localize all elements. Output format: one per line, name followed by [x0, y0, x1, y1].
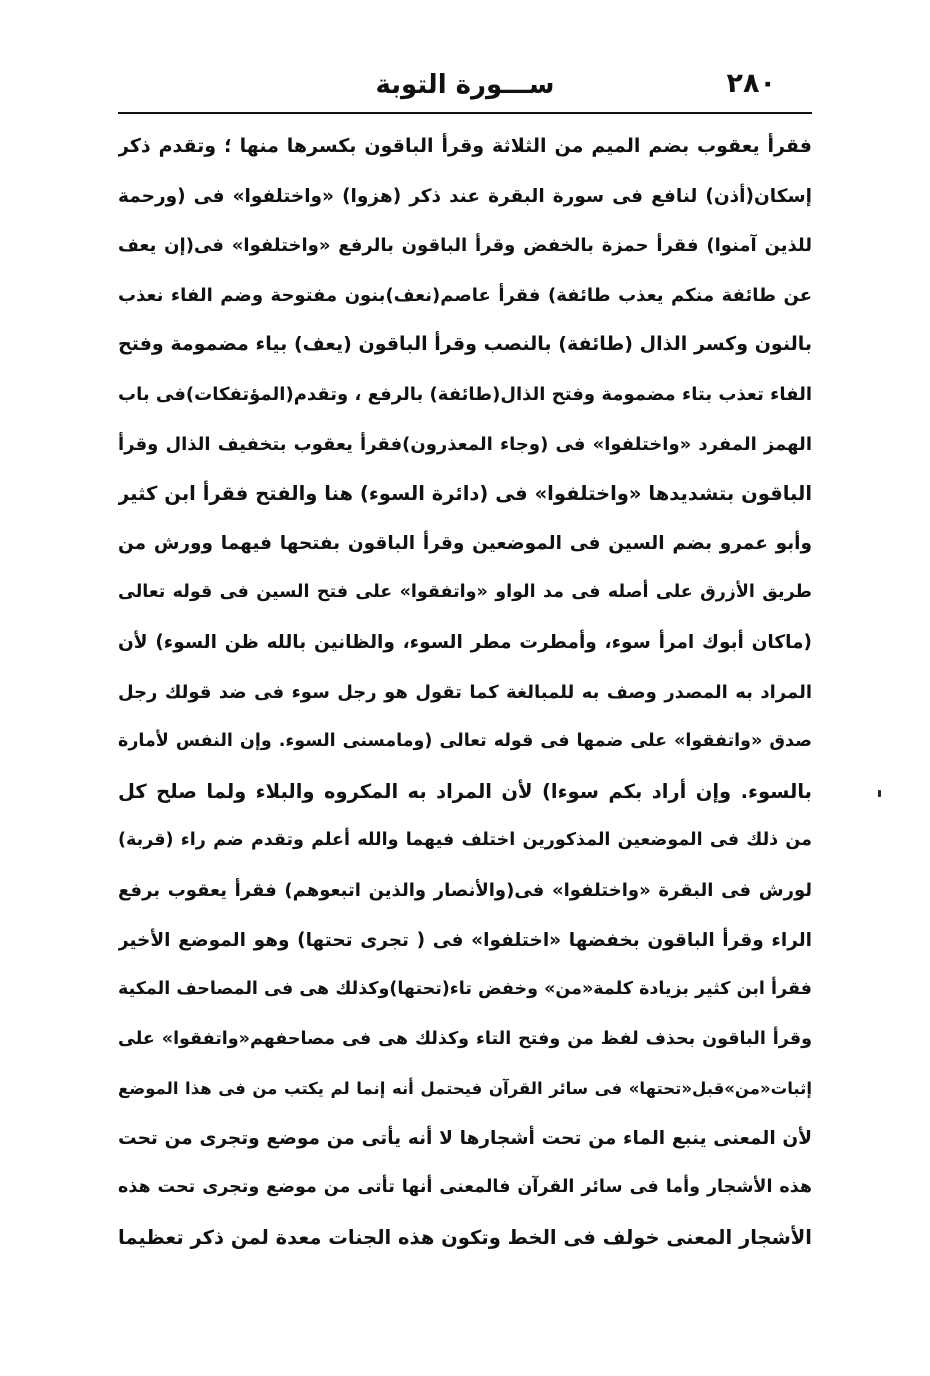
text-line: فقرأ ابن كثير بزيادة كلمة«من» وخفض تاء(تحتها)وكذلك هى فى المصاحف المكية [118, 979, 812, 1000]
text-line: الباقون بتشديدها «واختلفوا» فى (دائرة السوء) هنا والفتح فقرأ ابن كثير [118, 482, 812, 506]
text-line: طريق الأزرق على أصله فى مد الواو «واتفقوا» على فتح السين فى قوله تعالى [118, 582, 812, 603]
text-line: فقرأ يعقوب بضم الميم من الثلاثة وقرأ الباقون بكسرها منها ؛ وتقدم ذكر [118, 135, 812, 157]
header-rule [118, 112, 812, 114]
text-line: هذه الأشجار وأما فى سائر القرآن فالمعنى أنها تأتى من موضع وتجرى تحت هذه [118, 1177, 812, 1198]
text-line: للذين آمنوا) فقرأ حمزة بالخفض وقرأ الباقون بالرفع «واختلفوا» فى(إن يعف [118, 235, 812, 257]
text-line: الهمز المفرد «واختلفوا» فى (وجاء المعذرون)فقرأ يعقوب بتخفيف الذال وقرأ [118, 433, 812, 455]
text-line: إسكان(أذن) لنافع فى سورة البقرة عند ذكر (هزوا) «واختلفوا» فى (ورحمة [118, 185, 812, 207]
text-line: بالنون وكسر الذال (طائفة) بالنصب وقرأ الباقون (يعف) بياء مضمومة وفتح [118, 333, 812, 356]
text-line: صدق «واتفقوا» على ضمها فى قوله تعالى (ومامسنى السوء. وإن النفس لأمارة [118, 731, 812, 752]
text-line: إثبات«من»قبل«تحتها» فى سائر القرآن فيحتمل أنه إنما لم يكتب من فى هذا الموضع [118, 1079, 812, 1099]
text-line: (ماكان أبوك امرأ سوء، وأمطرت مطر السوء، والظانين بالله ظن السوء) لأن [118, 631, 812, 653]
text-line: وأبو عمرو بضم السين فى الموضعين وقرأ الباقون بفتحها فيهما وورش من [118, 532, 812, 554]
margin-mark [878, 790, 881, 797]
page-header [118, 62, 812, 114]
text-line: بالسوء. وإن أراد بكم سوءا) لأن المراد به المكروه والبلاء ولما صلح كل [118, 779, 812, 803]
page-number: ٢٨٠ [726, 68, 776, 99]
text-line: الأشجار المعنى خولف فى الخط وتكون هذه الجنات معدة لمن ذكر تعظيما [118, 1226, 812, 1250]
body-text [118, 122, 812, 1263]
text-line: عن طائفة منكم يعذب طائفة) فقرأ عاصم(نعف)بنون مفتوحة وضم الفاء نعذب [118, 284, 812, 306]
text-line: الفاء تعذب بتاء مضمومة وفتح الذال(طائفة) بالرفع ، وتقدم(المؤتفكات)فى باب [118, 383, 812, 405]
running-title: ســـورة التوبة [375, 70, 555, 100]
text-line: الراء وقرأ الباقون بخفضها «اختلفوا» فى ( تجرى تحتها) وهو الموضع الأخير [118, 929, 812, 951]
text-line: لورش فى البقرة «واختلفوا» فى(والأنصار والذين اتبعوهم) فقرأ يعقوب برفع [118, 879, 812, 901]
text-line: وقرأ الباقون بحذف لفظ من وفتح التاء وكذلك هى فى مصاحفهم«واتفقوا» على [118, 1028, 812, 1049]
text-line: المراد به المصدر وصف به للمبالغة كما تقول هو رجل سوء فى ضد قولك رجل [118, 681, 812, 703]
text-line: لأن المعنى ينبع الماء من تحت أشجارها لا أنه يأتى من موضع وتجرى من تحت [118, 1127, 812, 1149]
text-line: من ذلك فى الموضعين المذكورين اختلف فيهما والله أعلم وتقدم ضم راء (قربة) [118, 830, 812, 851]
